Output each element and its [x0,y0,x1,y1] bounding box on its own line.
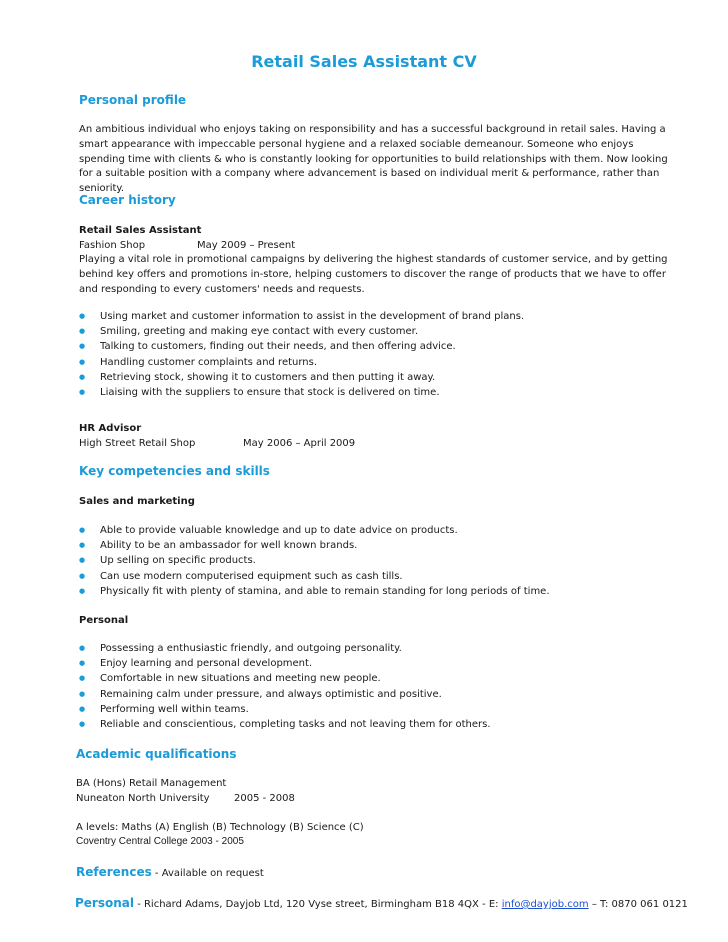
footer-address: - Richard Adams, Dayjob Ltd, 120 Vyse street, Birmingham B18 4QX - E: [137,899,502,910]
job2-title: HR Advisor [79,423,142,434]
university: Nuneaton North University [76,793,210,804]
footer-phone: – T: 0870 061 0121 [588,899,688,910]
profile-heading: Personal profile [79,93,187,107]
list-item: ● Ability to be an ambassador for well known brands. [79,538,550,553]
references-row [76,864,264,882]
job1-duties-list [79,309,524,400]
document-title: Retail Sales Assistant CV [251,52,477,71]
job1-dates: May 2009 – Present [197,240,296,251]
list-item: ● Talking to customers, finding out their needs, and then offering advice. [79,339,524,354]
job2-dates: May 2006 – April 2009 [243,438,356,449]
footer-email-link[interactable]: info@dayjob.com [501,899,589,910]
list-item: ● Physically fit with plenty of stamina, and able to remain standing for long periods of time. [79,584,550,599]
list-item: ● Smiling, greeting and making eye contact with every customer. [79,324,524,339]
list-item: ● Enjoy learning and personal development. [79,656,491,671]
list-item: ● Performing well within teams. [79,702,491,717]
university-dates: 2005 - 2008 [234,793,295,804]
references-text: - Available on request [154,868,264,879]
alevels: A levels: Maths (A) English (B) Technology (B) Science (C) [76,822,364,833]
profile-text: An ambitious individual who enjoys taking on responsibility and has a successful background in retail sales. Having a smart appearance with impeccable personal hygiene and a relaxed sociable demeanour. Someone who enjoys spending time with clients & who is constantly looking for opportunities to build relationships with them. Now looking for a suitable position with a company where advancement is based on individual merit & performance, rather than seniority. [79,124,668,195]
degree: BA (Hons) Retail Management [76,778,227,789]
list-item: ● Comfortable in new situations and meeting new people. [79,671,491,686]
job2-employer: High Street Retail Shop [79,438,196,449]
list-item: ● Can use modern computerised equipment such as cash tills. [79,569,550,584]
job1-employer: Fashion Shop [79,240,146,251]
list-item: ● Remaining calm under pressure, and always optimistic and positive. [79,687,491,702]
job1-title: Retail Sales Assistant [79,225,202,236]
personal-skills-list [79,641,491,732]
academic-heading: Academic qualifications [76,747,237,761]
sales-skills-list [79,523,550,599]
list-item: ● Up selling on specific products. [79,553,550,568]
college: Coventry Central College 2003 - 2005 [76,836,244,847]
list-item: ● Liaising with the suppliers to ensure that stock is delivered on time. [79,385,524,400]
list-item: ● Retrieving stock, showing it to customers and then putting it away. [79,370,524,385]
job1-meta [79,239,296,253]
footer-label: Personal [75,896,134,910]
list-item: ● Able to provide valuable knowledge and up to date advice on products. [79,523,550,538]
university-row [76,792,295,806]
personal-skills-heading: Personal [79,615,129,626]
footer-contact [75,895,688,913]
skills-heading: Key competencies and skills [79,464,270,478]
list-item: ● Possessing a enthusiastic friendly, and outgoing personality. [79,641,491,656]
sales-heading: Sales and marketing [79,496,195,507]
job1-description: Playing a vital role in promotional campaigns by delivering the highest standards of customer service, and by getting behind key offers and promotions in-store, helping customers to discover the range of products that we have to offer and responding to every customers' needs and requests. [79,254,668,295]
job2-meta [79,437,356,451]
list-item: ● Using market and customer information to assist in the development of brand plans. [79,309,524,324]
references-label: References [76,865,152,879]
list-item: ● Reliable and conscientious, completing tasks and not leaving them for others. [79,717,491,732]
list-item: ● Handling customer complaints and returns. [79,355,524,370]
career-heading: Career history [79,193,176,207]
